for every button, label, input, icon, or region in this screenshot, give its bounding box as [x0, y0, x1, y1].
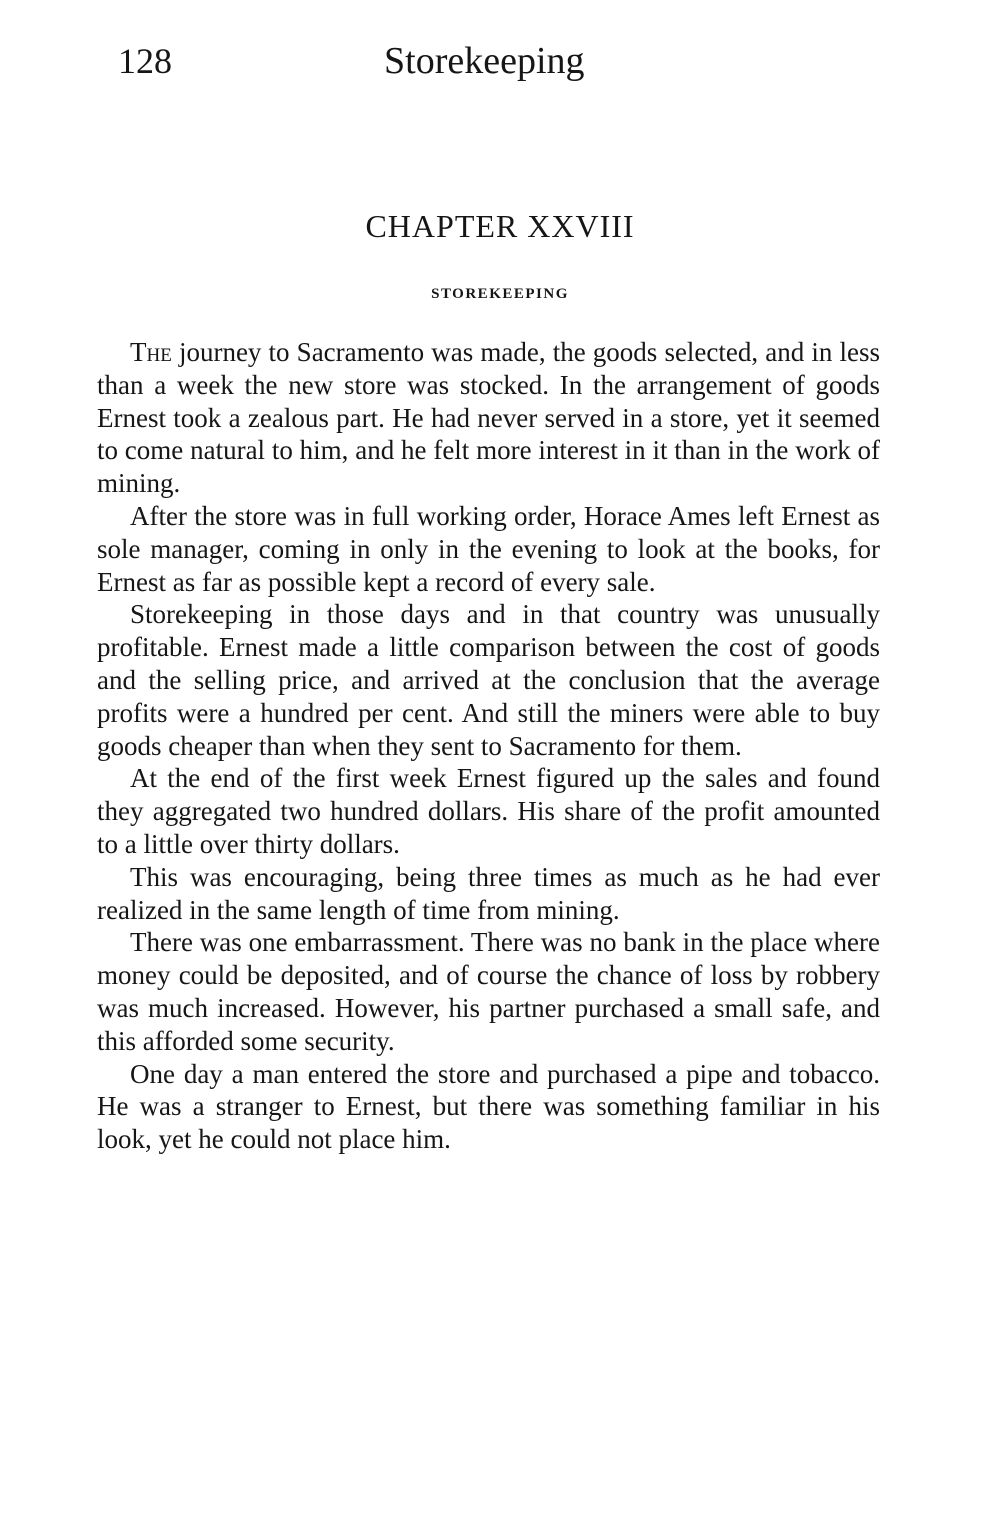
paragraph: At the end of the first week Ernest figured up the sales and found they aggregated two hundred dollars. His share of the profit amounted to a little over thirty dollars.	[97, 763, 880, 859]
chapter-subtitle: STOREKEEPING	[431, 286, 569, 302]
paragraph: This was encouraging, being three times as much as he had ever realized in the same length of time from mining.	[97, 861, 880, 925]
chapter-title: CHAPTER XXVIII	[365, 208, 635, 244]
paragraph: One day a man entered the store and purchased a pipe and tobacco. He was a stranger to Ernest, but there was something familiar in his look, yet he could not place him.	[97, 1058, 880, 1155]
paragraph: Storekeeping in those days and in that country was unusually profitable. Ernest made a little comparison between the cost of goods and the selling price, and arrived at the conclusion that the average profits were a hundred per cent. And still the miners were able to buy goods cheaper than when they sent to Sacramento for them.	[97, 599, 880, 761]
running-title: Storekeeping	[384, 40, 585, 82]
paragraph: There was one embarrassment. There was no bank in the place where money could be deposited, and of course the chance of loss by robbery was much increased. However, his partner purchased a small safe, and this afforded some security.	[97, 927, 880, 1056]
paragraph	[97, 336, 880, 500]
running-head	[0, 38, 1000, 88]
paragraph-text: journey to Sacramento was made, the goods selected, and in less than a week the new store was stocked. In the arrangement of goods Ernest took a zealous part. He had never served in a store, yet it seemed to come natural to him, and he felt more interest in it than in the work of mining.	[97, 337, 880, 499]
paragraph: After the store was in full working order, Horace Ames left Ernest as sole manager, coming in only in the evening to look at the books, for Ernest as far as possible kept a record of every sale.	[97, 500, 880, 597]
paragraph-lead-word: The	[130, 337, 172, 367]
body-text	[97, 336, 880, 1156]
page-number: 128	[118, 41, 172, 81]
